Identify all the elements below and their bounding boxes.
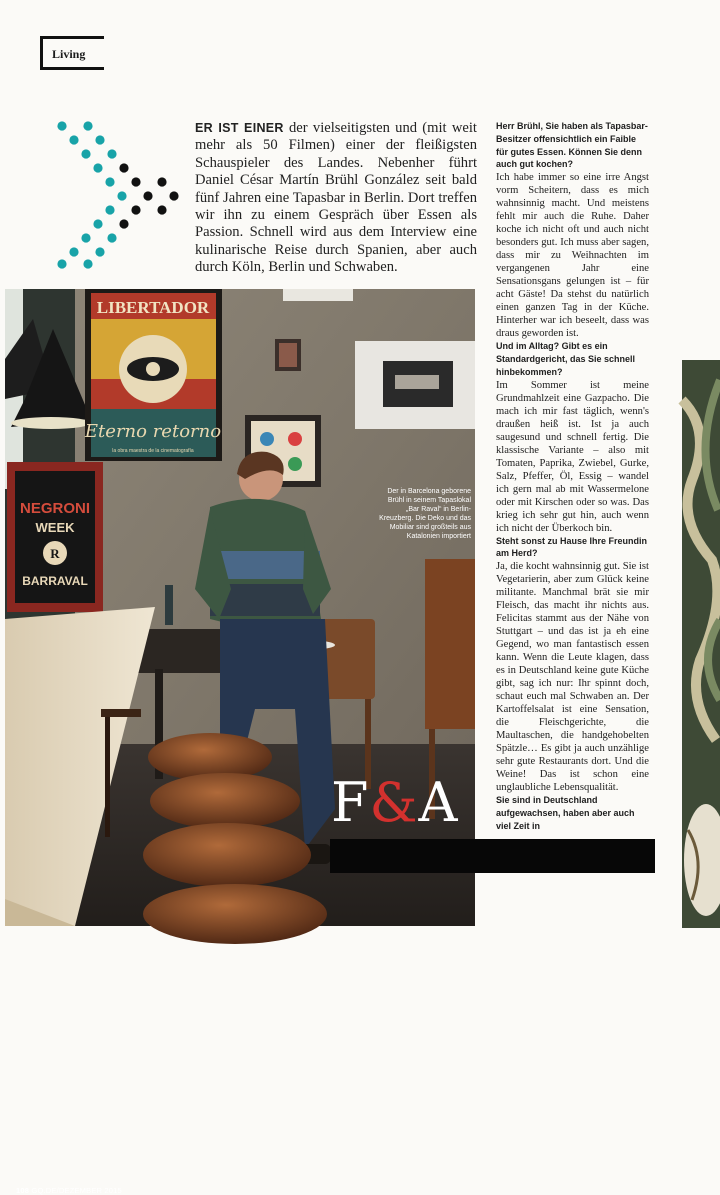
chevron-dot	[83, 259, 92, 268]
chevron-dot	[57, 259, 66, 268]
question: Sie sind in Deutschland aufgewachsen, haben aber auch viel Zeit in	[496, 795, 635, 831]
chevron-dot	[93, 163, 102, 172]
sign-line-2: WEEK	[35, 520, 75, 535]
chevron-dot	[95, 247, 104, 256]
intro-paragraph	[195, 120, 477, 277]
chevron-dots-icon	[52, 116, 184, 266]
chevron-dot	[119, 163, 128, 172]
chevron-dot	[107, 149, 116, 158]
fa-ampersand: &	[369, 771, 419, 834]
fa-letter-f: F	[331, 771, 370, 834]
sign-line-4: BARRAVAL	[22, 574, 88, 588]
answer: Im Sommer ist meine Grundmahlzeit eine Gazpacho. Die mach ich mir fast täglich, wenn's draußen heiß ist. Ist ja auch saugesund und schnell fertig. Die klassische Variante – also mit Tomaten, Paprika, Zwiebel, Gurke, Salz, Pfeffer, Öl, Essig – wandel ich gern mal ab mit Wassermelone oder mit Kirschen oder so was. Das krieg ich sehr gut hin, auch wenn ich nicht der Überkoch bin.	[496, 379, 649, 534]
restaurant-photo	[5, 289, 475, 1195]
heading-bar	[330, 839, 655, 873]
question: Herr Brühl, Sie haben als Tapasbar-Besitzer offensichtlich ein Faible für gutes Essen. Können Sie denn auch gut kochen?	[496, 121, 648, 170]
chevron-dot	[81, 233, 90, 242]
question: Und im Alltag? Gibt es ein Standardgericht, das Sie schnell hinbekommen?	[496, 341, 636, 377]
interview-column	[496, 120, 649, 833]
poster-script: Eterno retorno	[84, 421, 222, 442]
photo-caption: Der in Barcelona geborene Brühl in seinem Tapaslokal „Bar Raval“ in Berlin-Kreuzberg. Die Deko und das Mobiliar sind großteils aus Katalonien importiert	[379, 488, 471, 540]
chevron-dot	[157, 177, 166, 186]
chevron-dot	[81, 149, 90, 158]
intro-lead: ER IST EINER	[195, 121, 284, 135]
fa-heading	[331, 771, 459, 834]
chevron-dot	[169, 191, 178, 200]
page-footer	[16, 1186, 122, 1195]
section-tag	[40, 36, 104, 70]
answer: Ja, die kocht wahnsinnig gut. Sie ist Vegetarierin, aber zum Glück keine militante. Manchmal brät sie mir Fleisch, das macht ihr nichts aus. Felicitas stammt aus der Nähe von Stuttgart – und das ist ja eh eine Gegend, wo man fantastisch essen kann. Wenn die Leute klagen, dass es in Deutschland keine gute Küche gibt, sag ich nur: Ihr spinnt doch, schaut euch mal Schwaben an. Der Kartoffelsalat ist eine Sensation, die Fleischgerichte, die Maultaschen, die handgehobelten Spätzle… Es gibt ja auch unzählige sehr gute Restaurants dort. Und die Weine! Das ist schon eine unglaubliche Lebensqualität.	[496, 561, 649, 794]
question: Steht sonst zu Hause Ihre Freundin am Herd?	[496, 535, 648, 559]
chevron-dot	[105, 177, 114, 186]
chevron-dot	[57, 121, 66, 130]
chevron-dot	[157, 205, 166, 214]
issue-label: GQ.DE/DEZEMBER 2015	[31, 1186, 122, 1195]
fa-letter-a: A	[418, 771, 459, 834]
next-page-image-edge	[682, 360, 720, 928]
sign-line-3: R	[50, 546, 60, 561]
chevron-dot	[69, 135, 78, 144]
chevron-dot	[131, 177, 140, 186]
chevron-dot	[143, 191, 152, 200]
chevron-dot	[117, 191, 126, 200]
sign-line-1: NEGRONI	[19, 500, 91, 517]
chevron-dot	[95, 135, 104, 144]
chevron-dot	[105, 205, 114, 214]
intro-text: der vielseitigsten und (mit weit mehr als 50 Filmen) einer der fleißigsten Schauspieler des Landes. Nebenher führt Daniel César Martín Brühl González seit bald fünf Jahren eine Tapasbar in Berlin. Dort treffen wir ihn zu einem Gespräch über Essen als Passion. Schnell wird aus dem Interview eine kulinarische Reise durch Spanien, aber auch durch Köln, Berlin und Schwaben.	[195, 120, 477, 276]
answer: Ich habe immer so eine irre Angst vorm Scheitern, dass es mich wahnsinnig macht. Und meistens fehlt mir auch die Ruhe. Daher koche ich nicht oft und auch nicht besonders gut. Ich muss aber sagen, dass mir zu Weihnachten im vergangenen Jahr eine Sensationsgans gelungen ist – für acht Gäste! Da stehst du natürlich einen ganzen Tag in der Küche. Hinterher war ich beseelt, dass was draus geworden ist.	[496, 172, 649, 340]
poster-title: LIBERTADOR	[96, 298, 210, 317]
chevron-dot	[107, 233, 116, 242]
chevron-dot	[119, 219, 128, 228]
section-label: Living	[52, 47, 86, 61]
chevron-dot	[83, 121, 92, 130]
chevron-dot	[93, 219, 102, 228]
chevron-dot	[131, 205, 140, 214]
chevron-dot	[69, 247, 78, 256]
poster-small: la obra maestra de la cinematografía	[112, 448, 194, 454]
page-number: 108	[16, 1186, 30, 1195]
